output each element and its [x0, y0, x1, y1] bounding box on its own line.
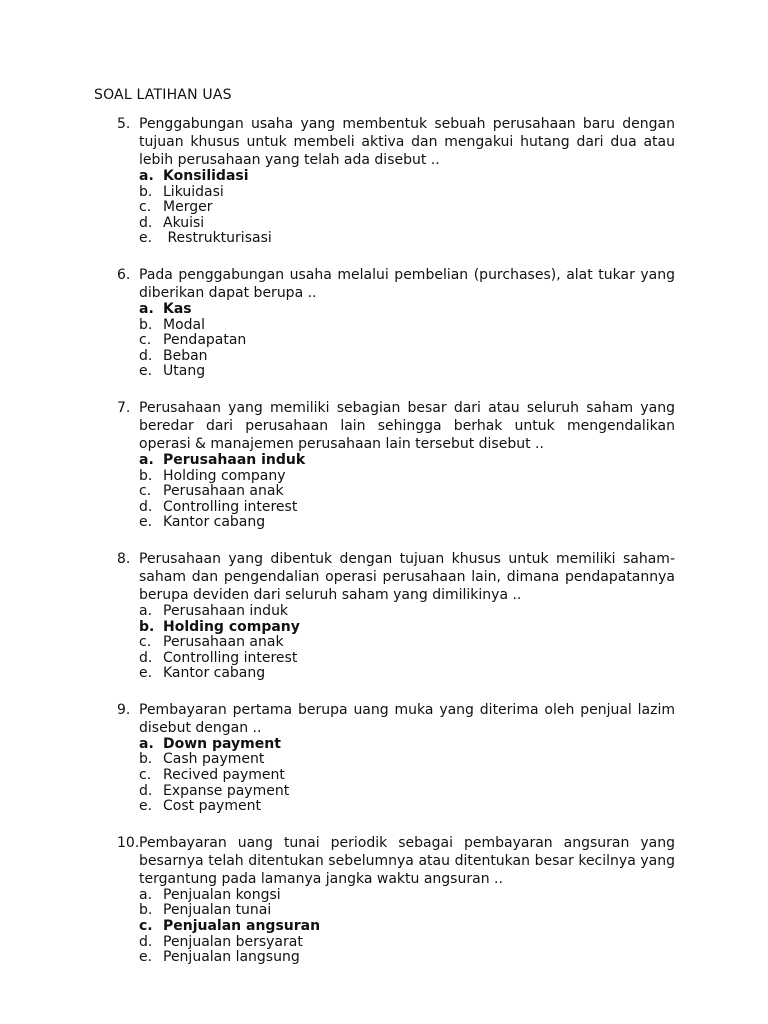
option-letter: c.	[139, 634, 152, 651]
option-text: Cash payment	[163, 751, 265, 768]
option-a	[139, 737, 675, 753]
question-number: 8.	[117, 550, 131, 567]
option-letter: d.	[139, 498, 153, 515]
option-text: Recived payment	[163, 767, 285, 784]
option-letter: d.	[139, 933, 153, 950]
option-letter: c.	[139, 199, 152, 216]
option-letter: e.	[139, 949, 153, 966]
option-b	[139, 318, 675, 334]
option-c	[139, 768, 675, 784]
option-c	[139, 333, 675, 349]
option-text: Konsilidasi	[163, 168, 249, 184]
option-letter: a.	[139, 735, 154, 752]
option-list	[139, 888, 675, 966]
question-5	[0, 115, 768, 247]
option-letter: e.	[139, 514, 153, 531]
option-d	[139, 935, 675, 951]
question-text: Penggabungan usaha yang membentuk sebuah perusahaan baru dengan tujuan khusus untuk membeli aktiva dan mengakui hutang dari dua atau lebih perusahaan yang telah ada disebut ..	[139, 116, 675, 168]
option-b	[139, 469, 675, 485]
option-letter: c.	[139, 332, 152, 349]
option-text: Penjualan kongsi	[163, 886, 281, 903]
option-c	[139, 919, 675, 935]
option-text: Utang	[163, 363, 206, 380]
question-8	[0, 550, 768, 682]
question-6	[0, 266, 768, 380]
option-letter: a.	[139, 451, 154, 468]
option-letter: d.	[139, 782, 153, 799]
option-text: Beban	[163, 347, 208, 364]
option-letter: d.	[139, 214, 153, 231]
question-7	[0, 399, 768, 531]
option-text: Akuisi	[163, 214, 205, 231]
option-text: Perusahaan anak	[163, 634, 284, 651]
option-letter: a.	[139, 168, 154, 184]
option-list	[139, 302, 675, 380]
option-letter: e.	[139, 798, 153, 815]
option-text: Perusahaan anak	[163, 483, 284, 500]
question-number: 10.	[117, 834, 140, 851]
option-a	[139, 169, 675, 185]
option-a	[139, 302, 675, 318]
option-e	[139, 950, 675, 966]
option-text: Perusahaan induk	[163, 602, 289, 619]
option-text: Holding company	[163, 467, 286, 484]
option-letter: a.	[139, 300, 154, 317]
option-letter: c.	[139, 767, 152, 784]
option-letter: e.	[139, 230, 153, 247]
option-e	[139, 666, 675, 682]
option-a	[139, 453, 675, 469]
option-b	[139, 752, 675, 768]
option-a	[139, 888, 675, 904]
option-letter: d.	[139, 649, 153, 666]
question-10	[0, 834, 768, 966]
option-letter: c.	[139, 918, 153, 935]
option-text: Penjualan tunai	[163, 902, 272, 919]
option-text: Kantor cabang	[163, 665, 266, 682]
option-text: Pendapatan	[163, 332, 247, 349]
option-e	[139, 799, 675, 815]
option-list	[139, 453, 675, 531]
question-9	[0, 701, 768, 815]
question-number: 5.	[117, 116, 131, 132]
option-text: Controlling interest	[163, 498, 298, 515]
option-letter: b.	[139, 183, 153, 200]
option-letter: b.	[139, 316, 153, 333]
option-d	[139, 500, 675, 516]
question-text: Pembayaran pertama berupa uang muka yang diterima oleh penjual lazim disebut dengan ..	[139, 701, 675, 736]
option-e	[139, 231, 675, 247]
option-letter: b.	[139, 467, 153, 484]
option-e	[139, 364, 675, 380]
option-letter: b.	[139, 751, 153, 768]
option-text: Cost payment	[163, 798, 261, 815]
question-text: Perusahaan yang memiliki sebagian besar dari atau seluruh saham yang beredar dari perusahaan lain sehingga berhak untuk mengendalikan operasi & manajemen perusahaan lain tersebut disebut ..	[139, 399, 675, 452]
option-d	[139, 651, 675, 667]
option-list	[139, 169, 675, 247]
option-c	[139, 484, 675, 500]
option-text: Penjualan angsuran	[163, 918, 321, 935]
option-text: Penjualan bersyarat	[163, 933, 303, 950]
question-text: Pembayaran uang tunai periodik sebagai pembayaran angsuran yang besarnya telah ditentukan sebelumnya atau ditentukan besar kecilnya yang tergantung pada lamanya jangka waktu angsuran ..	[139, 834, 675, 887]
option-text: Penjualan langsung	[163, 949, 300, 966]
option-list	[139, 604, 675, 682]
option-list	[139, 737, 675, 815]
page-title: SOAL LATIHAN UAS	[94, 87, 232, 103]
option-text: Perusahaan induk	[163, 451, 306, 468]
option-text: Modal	[163, 316, 205, 333]
option-letter: a.	[139, 886, 153, 903]
option-b	[139, 903, 675, 919]
option-text: Kas	[163, 300, 192, 317]
question-number: 7.	[117, 399, 131, 416]
option-text: Holding company	[163, 618, 300, 635]
option-c	[139, 635, 675, 651]
option-d	[139, 784, 675, 800]
option-b	[139, 620, 675, 636]
option-text: Expanse payment	[163, 782, 290, 799]
option-letter: b.	[139, 618, 155, 635]
option-letter: c.	[139, 483, 152, 500]
option-d	[139, 216, 675, 232]
option-b	[139, 185, 675, 201]
option-text: Merger	[163, 199, 213, 216]
question-number: 6.	[117, 266, 131, 283]
option-letter: d.	[139, 347, 153, 364]
option-e	[139, 515, 675, 531]
option-d	[139, 349, 675, 365]
option-letter: a.	[139, 602, 153, 619]
question-list	[0, 115, 768, 985]
question-text: Pada penggabungan usaha melalui pembelian (purchases), alat tukar yang diberikan dapat berupa ..	[139, 266, 675, 301]
option-letter: e.	[139, 665, 153, 682]
question-number: 9.	[117, 701, 131, 718]
question-text: Perusahaan yang dibentuk dengan tujuan khusus untuk memiliki saham-saham dan pengendalian operasi perusahaan lain, dimana pendapatannya berupa deviden dari seluruh saham yang dimilikinya ..	[139, 550, 675, 603]
option-text: Controlling interest	[163, 649, 298, 666]
option-text: Likuidasi	[163, 183, 224, 200]
option-text: Down payment	[163, 735, 281, 752]
option-text: Kantor cabang	[163, 514, 266, 531]
option-text: Restrukturisasi	[163, 230, 272, 247]
option-letter: e.	[139, 363, 153, 380]
option-c	[139, 200, 675, 216]
option-a	[139, 604, 675, 620]
option-letter: b.	[139, 902, 153, 919]
